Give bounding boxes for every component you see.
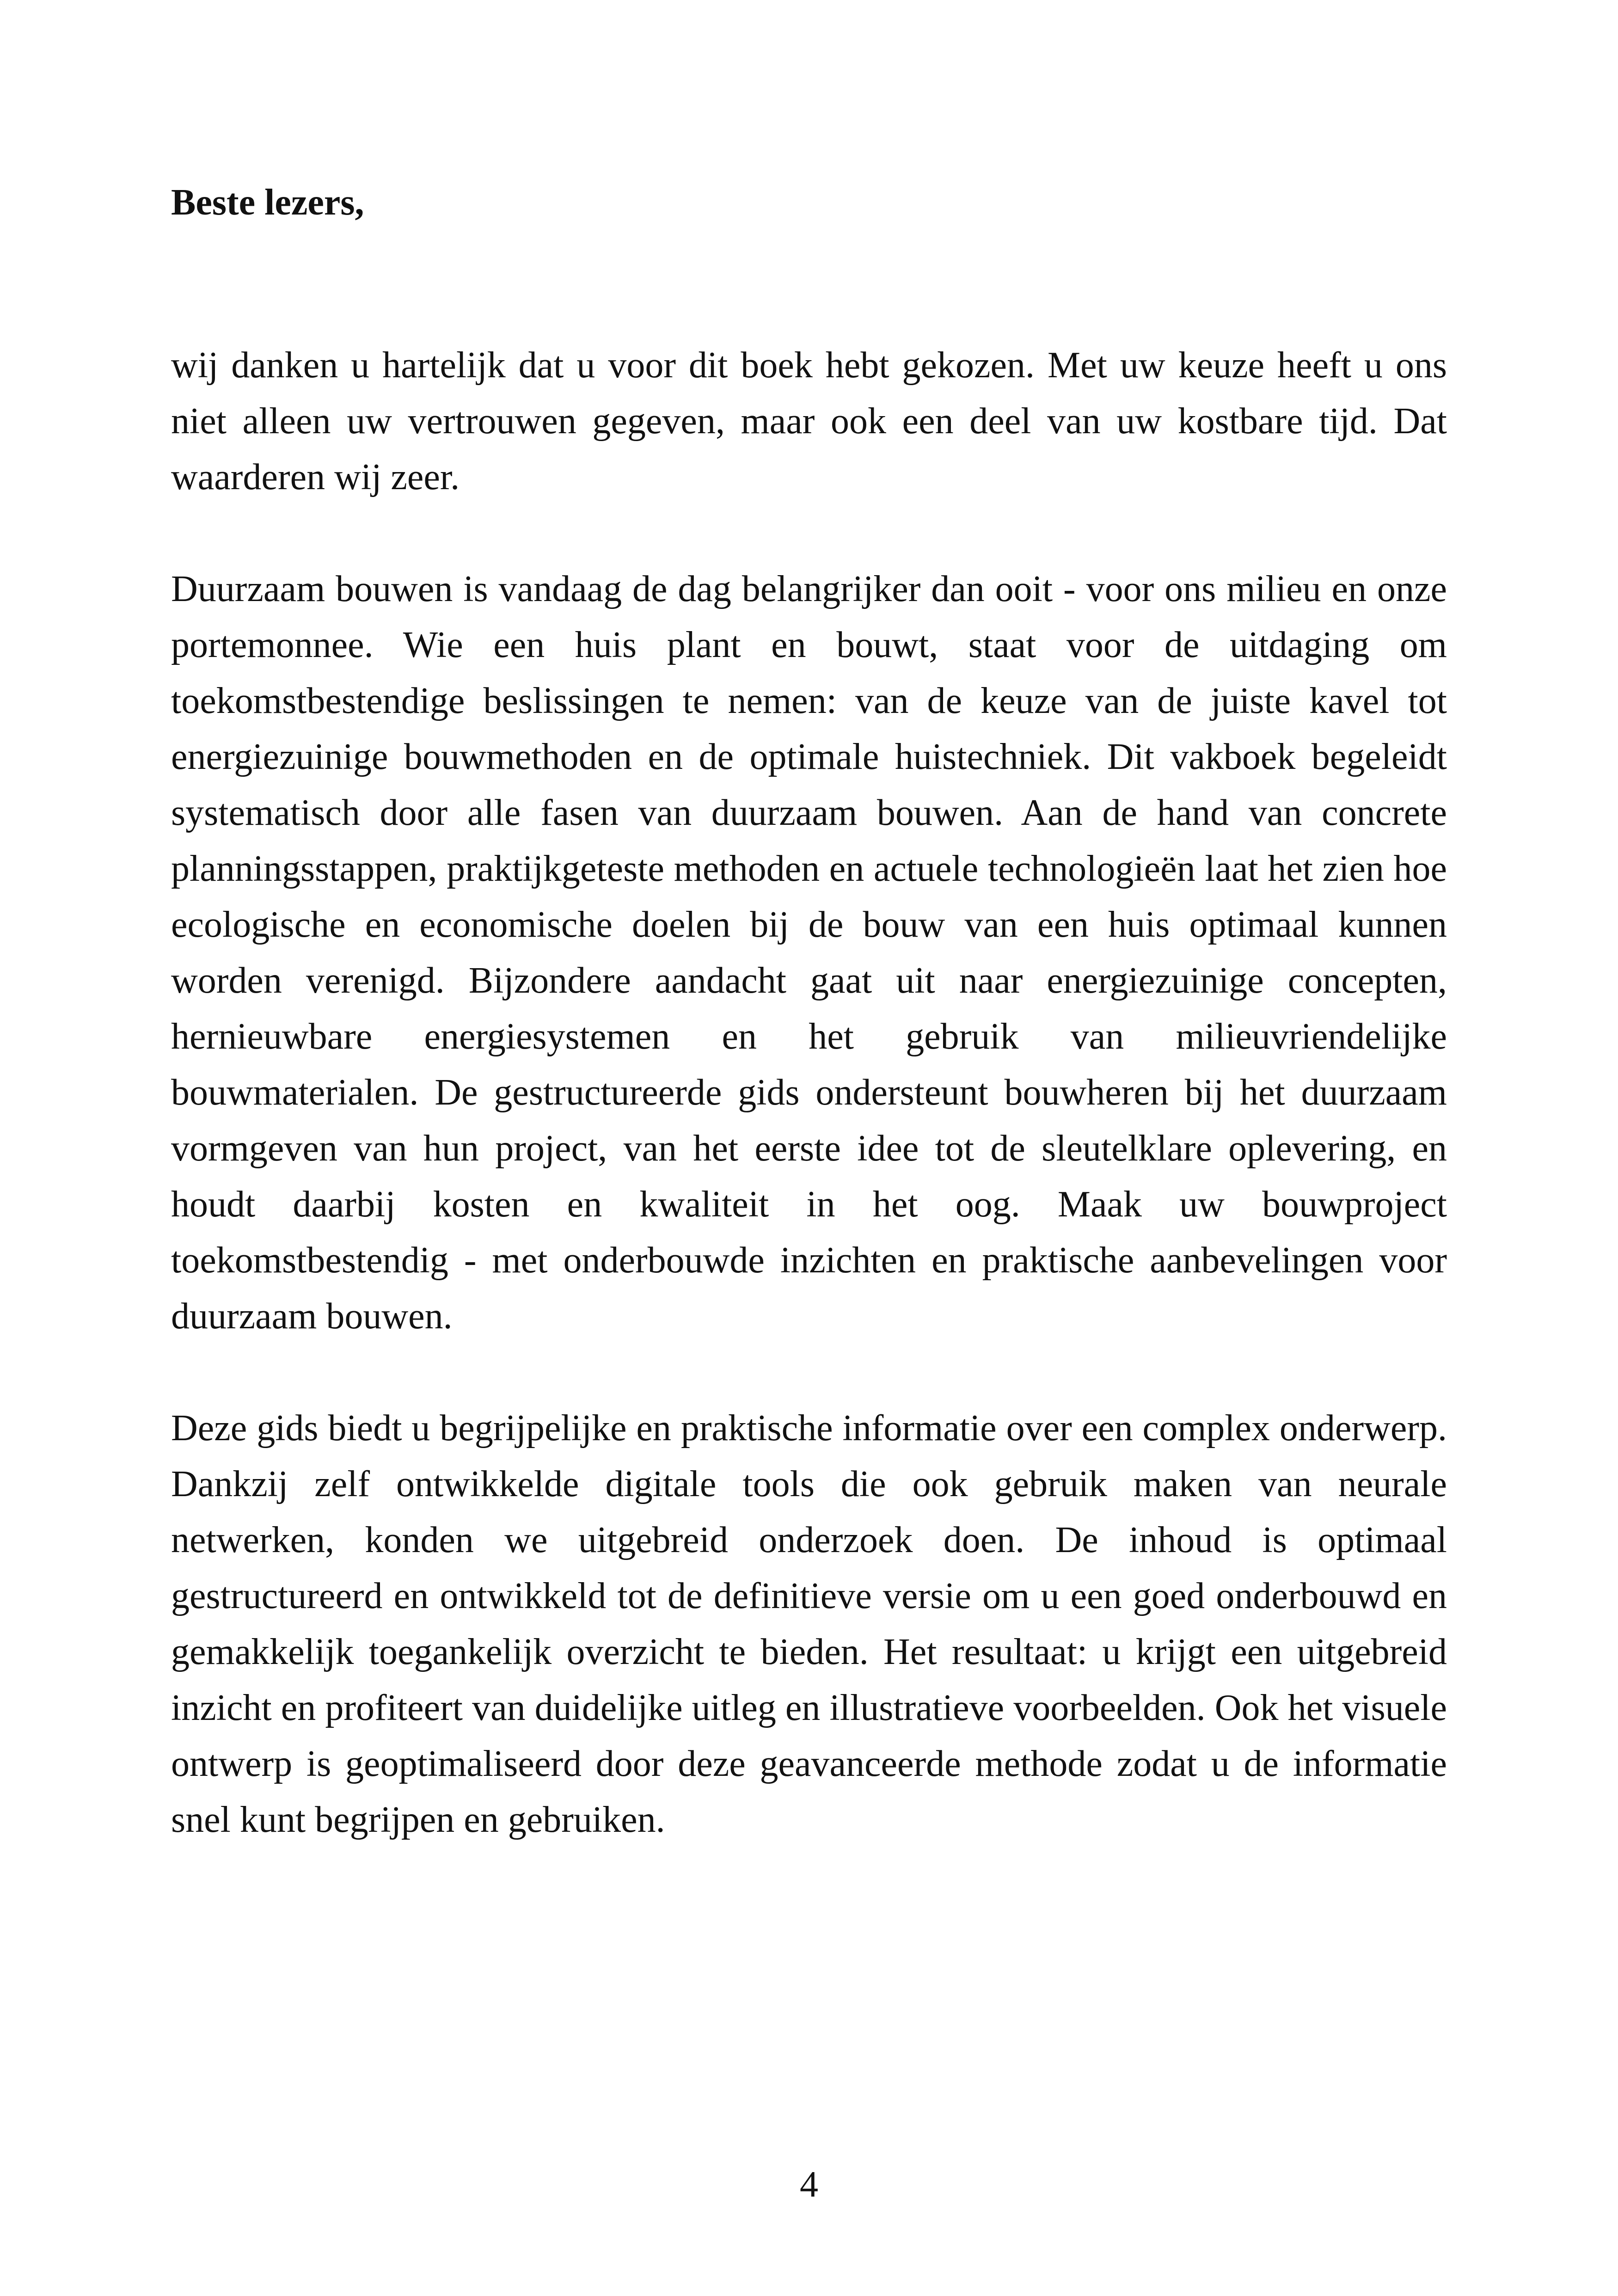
paragraph-thanks: wij danken u hartelijk dat u voor dit boek hebt gekozen. Met uw keuze heeft u ons niet alleen uw vertrouwen gegeven, maar ook een deel van uw kostbare tijd. Dat waarderen wij zeer.: [171, 345, 1447, 497]
body-text: [171, 338, 1447, 1904]
paragraph-sustainable-building: Duurzaam bouwen is vandaag de dag belangrijker dan ooit - voor ons milieu en onze portemonnee. Wie een huis plant en bouwt, staat voor de uitdaging om toekomstbestendige beslissingen te nemen: van de keuze van de juiste kavel tot energiezuinige bouwmethoden en de optimale huistechniek. Dit vakboek begeleidt systematisch door alle fasen van duurzaam bouwen. Aan de hand van concrete planningsstappen, praktijkgeteste methoden en actuele technologieën laat het zien hoe ecologische en economische doelen bij de bouw van een huis optimaal kunnen worden verenigd. Bijzondere aandacht gaat uit naar energiezuinige concepten, hernieuwbare energiesystemen en het gebruik van milieuvriendelijke bouwmaterialen. De gestructureerde gids ondersteunt bouwheren bij het duurzaam vormgeven van hun project, van het eerste idee tot de sleutelklare oplevering, en houdt daarbij kosten en kwaliteit in het oog. Maak uw bouwproject toekomstbestendig - met onderbouwde inzichten en praktische aanbevelingen voor duurzaam bouwen.: [171, 569, 1447, 1337]
paragraph-guide-info: Deze gids biedt u begrijpelijke en praktische informatie over een complex onderwerp. Dankzij zelf ontwikkelde digitale tools die ook gebruik maken van neurale netwerken, konden we uitgebreid onderzoek doen. De inhoud is optimaal gestructureerd en ontwikkeld tot de definitieve versie om u een goed onderbouwd en gemakkelijk toegankelijk overzicht te bieden. Het resultaat: u krijgt een uitgebreid inzicht en profiteert van duidelijke uitleg en illustratieve voorbeelden. Ook het visuele ontwerp is geoptimaliseerd door deze geavanceerde methode zodat u de informatie snel kunt begrijpen en gebruiken.: [171, 1408, 1447, 1840]
salutation-heading: Beste lezers,: [171, 182, 364, 223]
page-number: 4: [800, 2164, 818, 2205]
